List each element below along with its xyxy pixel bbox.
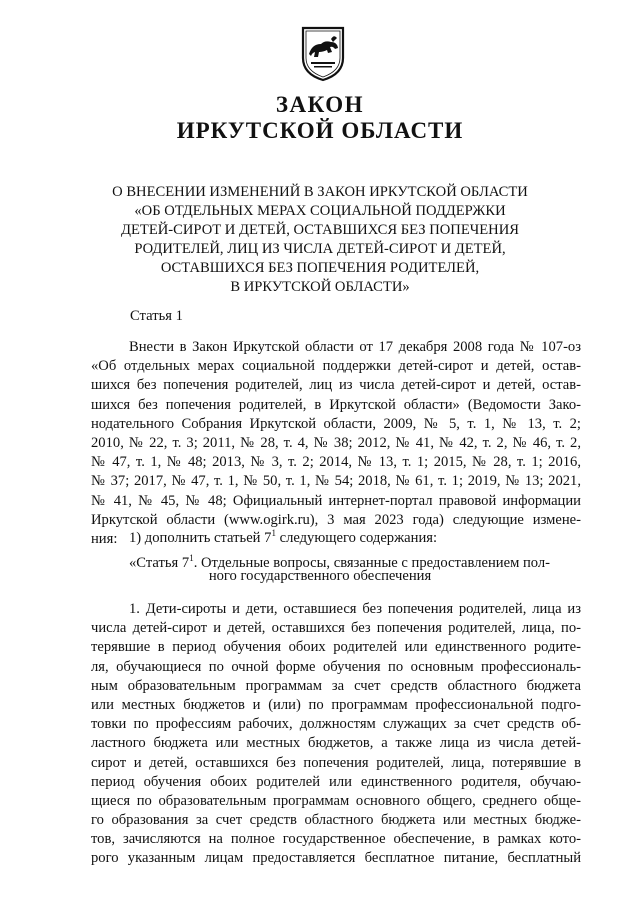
coat-of-arms-icon (297, 22, 349, 82)
new-article-heading: «Статья $7^1$. Отдельные вопросы, связанные с предоставлением пол- (129, 553, 551, 571)
amendment-item: 1) дополнить статьей $7^1$ следующего содержания: (129, 528, 438, 546)
paragraph-line: товки по профессиям рабочих, должностям служащих за счет средств об- (91, 716, 581, 733)
paragraph-line: № 47, т. 1, № 48; 2013, № 3, т. 2; 2014, № 13, т. 1; 2015, № 28, т. 1; 2016, (91, 454, 581, 471)
paragraph-line: Иркутской области (www.ogirk.ru), 3 мая 2023 года) следующие измене- (91, 511, 581, 528)
paragraph-line: терявшие в период обучения обоих родителей или единственного родите- (91, 639, 581, 656)
paragraph-line: № 41, № 45, № 48; Официальный интернет-портал правовой информации (91, 492, 581, 509)
law-region-title: ИРКУТСКОЙ ОБЛАСТИ (176, 118, 464, 143)
paragraph-line: нодательного Собрания Иркутской области, 2009, № 5, т. 1, № 13, т. 2; (91, 415, 581, 432)
law-subject (100, 183, 540, 297)
subject-line: ДЕТЕЙ-СИРОТ И ДЕТЕЙ, ОСТАВШИХСЯ БЕЗ ПОПЕЧЕНИЯ (121, 222, 519, 238)
paragraph-line: тов, зачисляются на полное государственное обеспечение, в рамках кото- (91, 831, 581, 848)
new-article-heading-cont: ного государственного обеспечения (208, 568, 432, 584)
paragraph-line: или местных бюджетов и (или) по программам профессиональной подго- (91, 696, 581, 713)
paragraph-line: ным образовательным программам за счет средств областного бюджета (91, 677, 581, 694)
paragraph-line: рого указанным лицам предоставляется бесплатное питание, бесплатный (91, 850, 581, 867)
law-title: ЗАКОН (275, 92, 365, 117)
subject-line: РОДИТЕЛЕЙ, ЛИЦ ИЗ ЧИСЛА ДЕТЕЙ-СИРОТ И ДЕТЕЙ, (134, 241, 506, 257)
paragraph-line: числа детей-сирот и детей, оставшихся без попечения родителей, лица, по- (91, 620, 581, 637)
paragraph-line: шихся без попечения родителей, лиц из числа детей-сирот и детей, остав- (91, 377, 581, 394)
article-heading: Статья 1 (130, 308, 183, 324)
paragraph-line: шихся без попечения родителей, в Иркутской области» (Ведомости Зако- (91, 396, 581, 413)
subject-line: ОСТАВШИХСЯ БЕЗ ПОПЕЧЕНИЯ РОДИТЕЛЕЙ, (160, 260, 480, 276)
paragraph-line: ля, обучающиеся по очной форме обучения по основным профессиональ- (91, 658, 581, 675)
amendment-paragraph (91, 338, 581, 549)
subject-line: «ОБ ОТДЕЛЬНЫХ МЕРАХ СОЦИАЛЬНОЙ ПОДДЕРЖКИ (134, 203, 506, 219)
article-text-paragraph (91, 600, 581, 869)
paragraph-line: 2010, № 22, т. 3; 2011, № 28, т. 4, № 38; 2012, № 41, № 42, т. 2, № 46, т. 2, (91, 434, 581, 451)
paragraph-line: № 37; 2017, № 47, т. 1, № 50, т. 1, № 54; 2018, № 61, т. 1; 2019, № 13; 2021, (91, 473, 581, 490)
subject-line: О ВНЕСЕНИИ ИЗМЕНЕНИЙ В ЗАКОН ИРКУТСКОЙ ОБЛАСТИ (112, 184, 528, 200)
paragraph-line: «Об отдельных мерах социальной поддержки детей-сирот и детей, остав- (91, 358, 581, 375)
paragraph-line: сирот и детей, оставшихся без попечения родителей, лица, потерявшие в (91, 754, 581, 771)
paragraph-line: 1. Дети-сироты и дети, оставшиеся без попечения родителей, лица из (129, 601, 581, 617)
paragraph-line: щиеся по образовательным программам основного общего, среднего обще- (91, 792, 581, 809)
paragraph-line: период обучения обоих родителей или единственного родителя, обучаю- (91, 773, 581, 790)
paragraph-line: ния: (91, 530, 118, 547)
paragraph-line: ластного бюджета или местных бюджетов, а также лица из числа детей- (91, 735, 581, 752)
paragraph-line: Внести в Закон Иркутской области от 17 декабря 2008 года № 107-оз (129, 339, 581, 355)
subject-line: В ИРКУТСКОЙ ОБЛАСТИ» (230, 279, 410, 295)
paragraph-line: го образования за счет средств областного бюджета или местных бюдже- (91, 812, 581, 829)
